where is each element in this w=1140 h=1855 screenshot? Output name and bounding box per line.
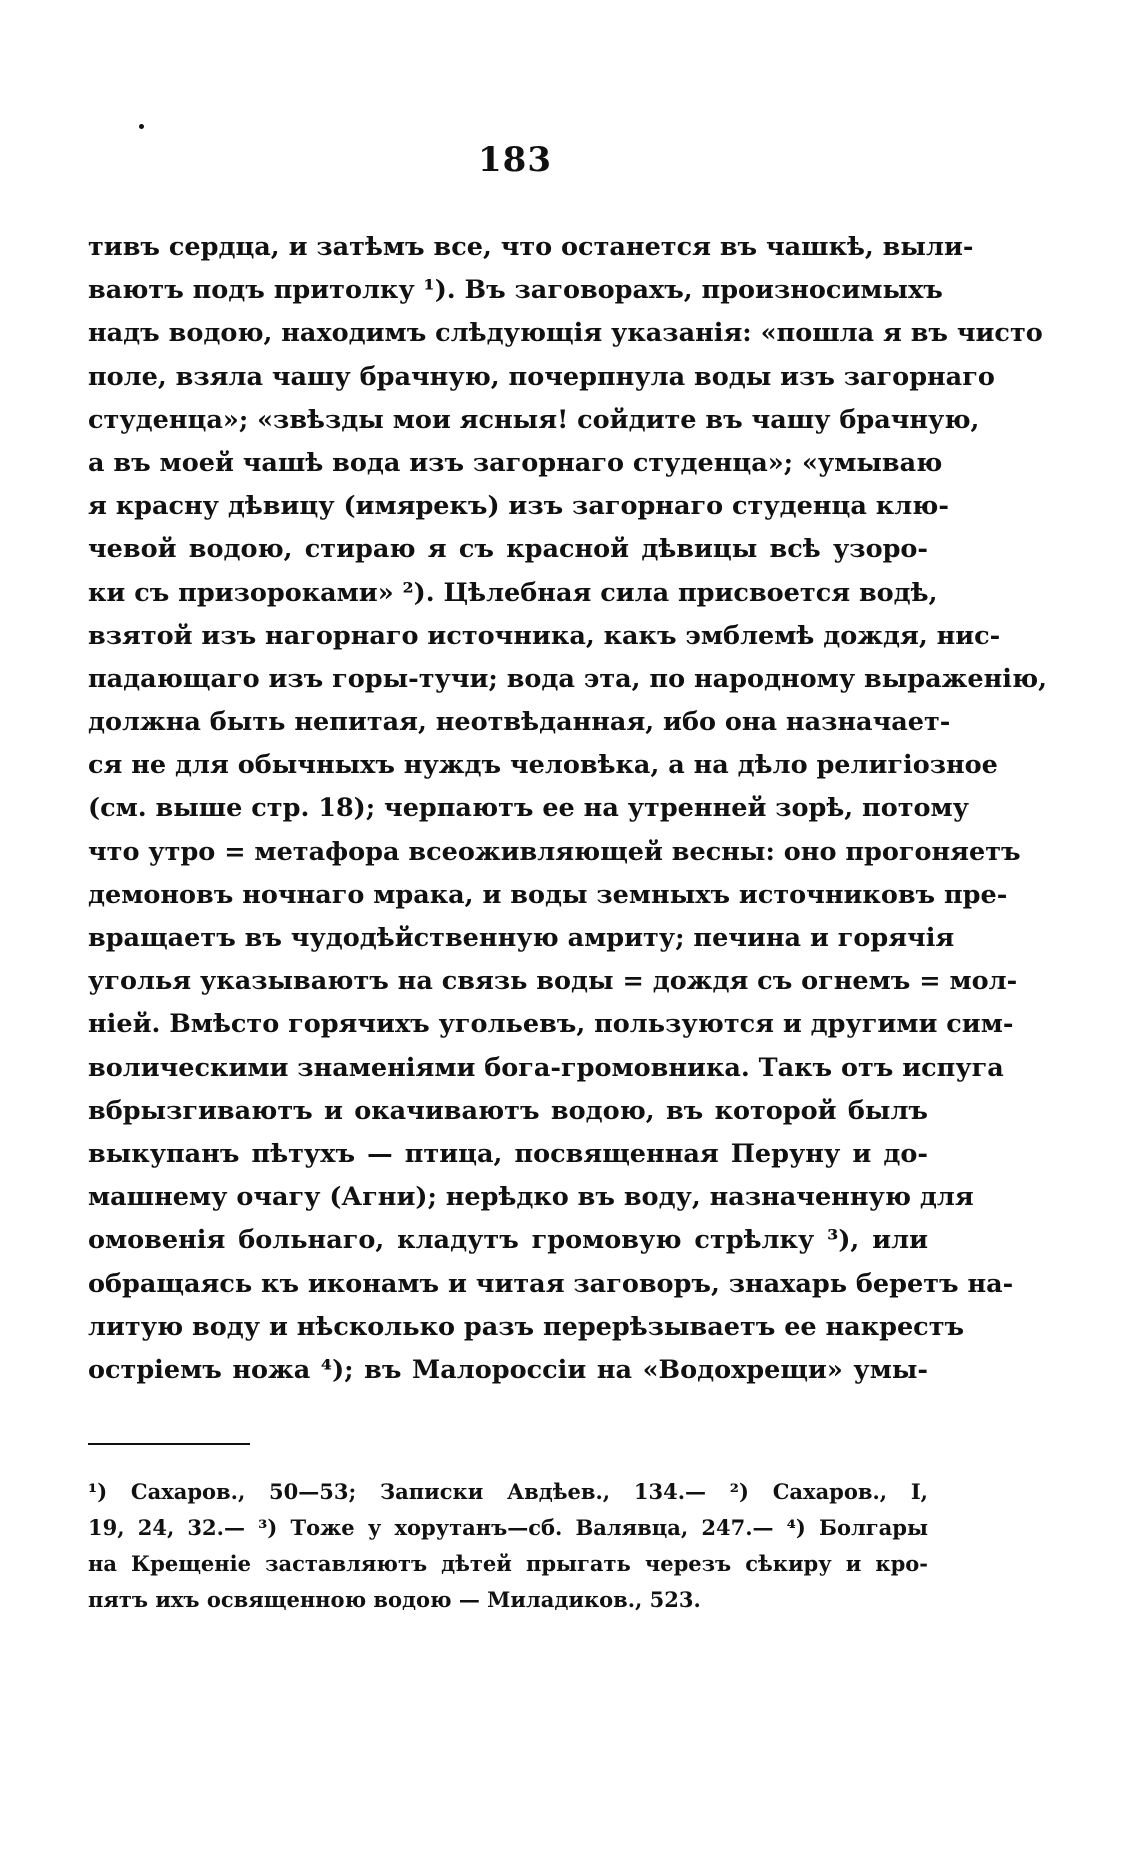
text-line: вращаетъ въ чудодѣйственную амриту; печина и горячія (88, 923, 955, 953)
text-line: тивъ сердца, и затѣмъ все, что останется въ чашкѣ, выли- (88, 232, 974, 262)
text-line: чевой водою, стираю я съ красной дѣвицы всѣ узоро- (88, 534, 928, 565)
text-line: падающаго изъ горы-тучи; вода эта, по народному выраженію, (88, 663, 1048, 694)
text-line: поле, взяла чашу брачную, почерпнула воды изъ загорнаго (88, 361, 995, 392)
footnote-line: 19, 24, 32.— ³) Тоже у хорутанъ—сб. Валявца, 247.— ⁴) Болгары (88, 1515, 928, 1540)
text-line: машнему очагу (Агни); нерѣдко въ воду, назначенную для (88, 1182, 974, 1213)
page-number: 183 (478, 140, 552, 180)
body-text (88, 226, 1048, 1392)
text-line: надъ водою, находимъ слѣдующія указанія: «пошла я въ чисто (88, 318, 1043, 349)
text-line: взятой изъ нагорнаго источника, какъ эмблемѣ дождя, нис- (88, 620, 1001, 651)
text-line: а въ моей чашѣ вода изъ загорнаго студенца»; «умываю (88, 447, 943, 478)
text-line: ся не для обычныхъ нуждъ человѣка, а на дѣло религіозное (88, 750, 998, 781)
footnote-separator (88, 1443, 250, 1445)
footnotes (88, 1474, 928, 1618)
text-line: демоновъ ночнаго мрака, и воды земныхъ источниковъ пре- (88, 879, 1008, 910)
ink-speck (139, 124, 144, 129)
text-line: омовенія больнаго, кладутъ громовую стрѣлку ³), или (88, 1225, 928, 1256)
text-line: ніей. Вмѣсто горячихъ угольевъ, пользуются и другими сим- (88, 1009, 1014, 1040)
text-line: должна быть непитая, неотвѣданная, ибо она назначает- (88, 707, 951, 738)
text-line: вбрызгиваютъ и окачиваютъ водою, въ которой былъ (88, 1095, 928, 1126)
text-line: ваютъ подъ притолку ¹). Въ заговорахъ, произносимыхъ (88, 275, 943, 306)
text-line: (см. выше стр. 18); черпаютъ ее на утренней зорѣ, потому (88, 793, 969, 824)
text-line: я красну дѣвицу (имярекъ) изъ загорнаго студенца клю- (88, 491, 949, 522)
text-line: обращаясь къ иконамъ и читая заговоръ, знахарь беретъ на- (88, 1268, 1014, 1299)
footnote-line: пятъ ихъ освященною водою — Миладиков., 523. (88, 1587, 701, 1612)
text-line: литую воду и нѣсколько разъ перерѣзываетъ ее накрестъ (88, 1311, 965, 1342)
text-line: студенца»; «звѣзды мои ясныя! сойдите въ чашу брачную, (88, 404, 980, 435)
text-line: волическими знаменіями бога-громовника. Такъ отъ испуга (88, 1052, 1004, 1083)
text-line: выкупанъ пѣтухъ — птица, посвященная Перуну и до- (88, 1138, 928, 1169)
footnote-line: ¹) Сахаров., 50—53; Записки Авдѣев., 134.— ²) Сахаров., I, (88, 1479, 928, 1504)
text-line: остріемъ ножа ⁴); въ Малороссіи на «Водохрещи» умы- (88, 1354, 928, 1385)
footnote-line: на Крещеніе заставляютъ дѣтей прыгать черезъ сѣкиру и кро- (88, 1551, 928, 1576)
text-line: ки съ призороками» ²). Цѣлебная сила присвоется водѣ, (88, 577, 938, 608)
text-line: уголья указываютъ на связь воды = дождя съ огнемъ = мол- (88, 966, 1018, 997)
text-line: что утро = метафора всеоживляющей весны: оно прогоняетъ (88, 836, 1021, 867)
